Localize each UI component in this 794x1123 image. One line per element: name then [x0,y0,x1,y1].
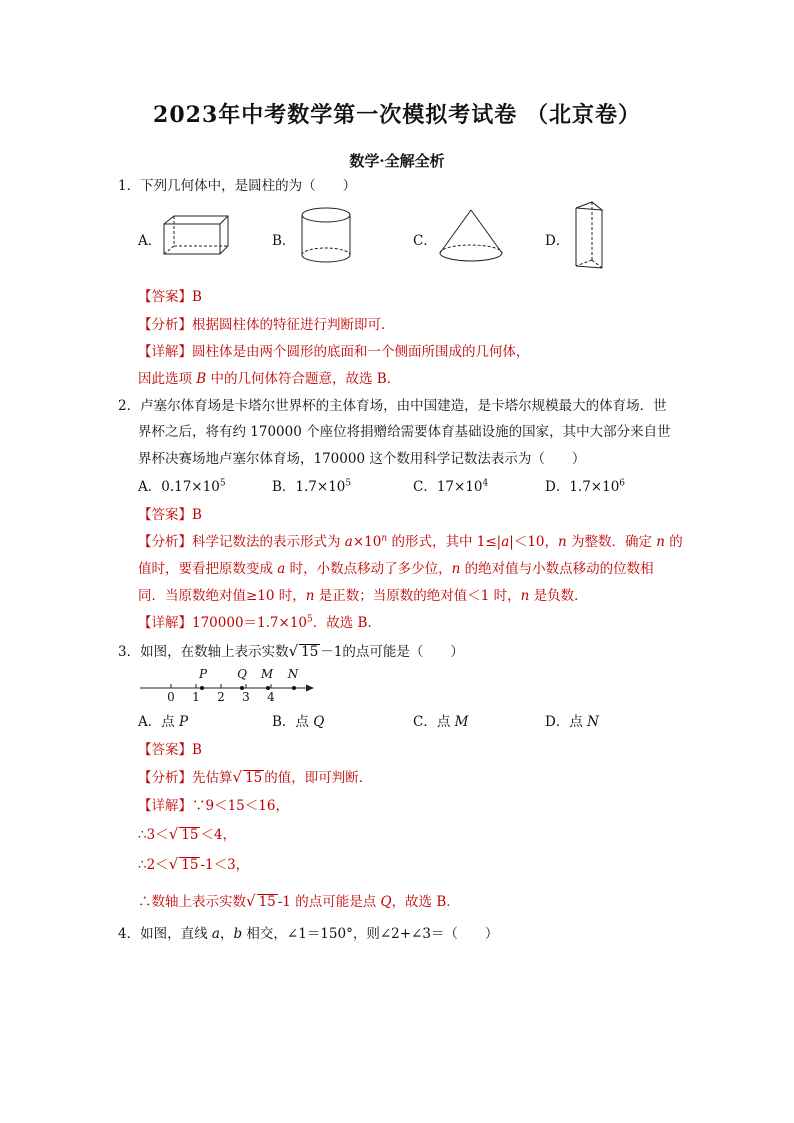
q1-stem: 1．下列几何体中，是圆柱的为（ ） [118,178,357,194]
q3-detail-line4: ∴数轴上表示实数√ 15 -1 的点可能是点 Q，故选 B． [138,892,460,910]
cuboid-figure [160,212,232,262]
tick-label: 2 [217,690,225,704]
q3-option-c: C．点 M [413,714,469,730]
q2-option-a: A．$0.17\times 10^5$ [138,478,226,495]
tick-label: 0 [167,690,175,704]
q2-option-c: C．$17\times 10^4$ [413,478,489,495]
q2-analysis-line3: 同．当原数绝对值≥10 时，n 是正数；当原数的绝对值＜1 时，n 是负数． [138,588,588,604]
q2-option-d: D．$1.7\times 10^6$ [545,478,626,495]
q2-stem-line2: 界杯之后，将有约 170000 个座位将捐赠给需要体育基础设施的国家，其中大部分来自世 [138,424,671,440]
q3-analysis: 【分析】先估算√ 15 的值，即可判断． [138,768,373,786]
point-label: Q [237,667,247,681]
triangular-prism-figure [572,200,612,272]
point-q [240,686,244,690]
point-p [200,686,204,690]
q3-detail-line1: 【详解】∵9＜15＜16， [138,798,289,814]
q2-analysis-line1: 【分析】科学记数法的表示形式为 $a\times 10^n$ 的形式，其中 1≤|a|＜10，n 为整数．确定 n 的 [138,533,683,550]
q3-detail-line3: ∴2＜√ 15 -1＜3， [138,855,250,873]
q2-answer: 【答案】B [138,507,202,523]
q3-option-b: B．点 Q [272,714,325,730]
point-label: M [260,667,274,681]
q1-detail-conclusion: 因此选项 B 中的几何体符合题意，故选 B． [138,371,401,387]
tick-label: 3 [242,690,250,704]
q1-analysis: 【分析】根据圆柱体的特征进行判断即可． [138,317,395,333]
q2-stem-line1: 2．卢塞尔体育场是卡塔尔世界杯的主体育场，由中国建造，是卡塔尔规模最大的体育场．世 [118,398,667,414]
point-label: P [198,667,208,681]
q1-option-d-label: D． [545,233,570,249]
cone-figure [436,207,508,267]
page-subtitle: 数学·全解全析 [349,152,445,170]
tick-label: 1 [192,690,200,704]
point-label: N [287,667,299,681]
q3-stem: 3．如图，在数轴上表示实数√ 15 －1的点可能是（ ） [118,642,464,660]
q3-detail-line2: ∴3＜√ 15 ＜4， [138,825,237,843]
q1-detail: 【详解】圆柱体是由两个圆形的底面和一个侧面所围成的几何体， [138,344,530,360]
cylinder-figure [298,205,358,267]
q2-analysis-line2: 值时，要看把原数变成 a 时，小数点移动了多少位，n 的绝对值与小数点移动的位数相 [138,561,654,577]
point-m [266,686,270,690]
q3-option-a: A．点 P [138,714,189,730]
q2-stem-line3: 界杯决赛场地卢塞尔体育场，170000 这个数用科学记数法表示为（ ） [138,451,586,467]
q1-option-b-label: B． [272,233,296,249]
q2-detail: 【详解】$170000=1.7\times 10^5$．故选 B． [138,614,381,631]
number-line [138,664,322,704]
point-n [292,686,296,690]
q1-option-c-label: C． [413,233,437,249]
q3-answer: 【答案】B [138,742,202,758]
tick-label: 4 [267,690,275,704]
q3-option-d: D．点 N [545,714,599,730]
page-title: 2023年中考数学第一次模拟考试卷 （北京卷） [153,102,641,128]
q1-option-a-label: A． [138,233,162,249]
q4-stem: 4．如图，直线 a，b 相交，∠1＝150°，则∠2+∠3＝（ ） [118,926,499,942]
q1-answer: 【答案】B [138,289,202,305]
q2-option-b: B．$1.7\times 10^5$ [272,478,352,495]
